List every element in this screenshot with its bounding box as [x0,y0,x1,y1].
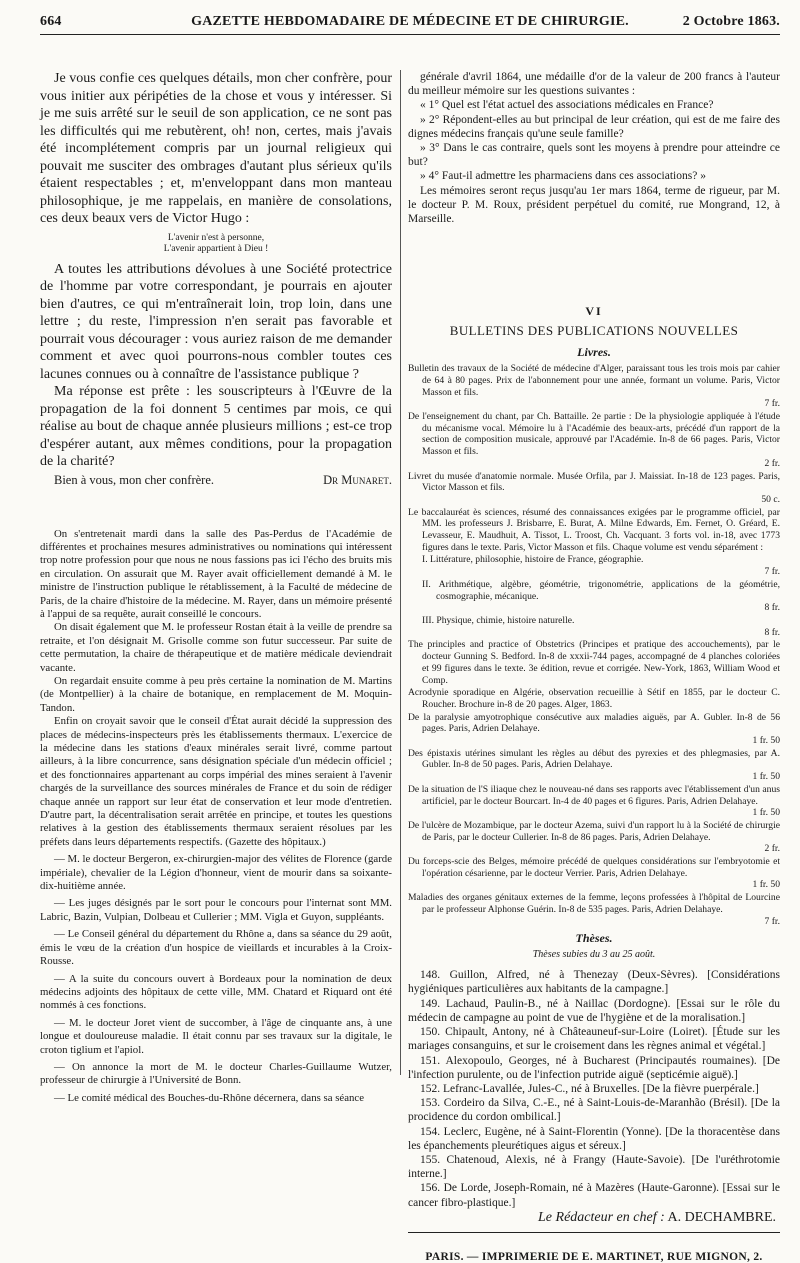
theses-date: Thèses subies du 3 au 25 août. [532,949,656,961]
column-divider [400,70,401,1075]
closing-line: Bien à vous, mon cher confrère. [54,472,215,487]
books-list [408,363,780,927]
thesis-entry: 156. De Lorde, Joseph-Romain, né à Mazères (Haute-Garonne). [Essai sur le cancer fibro-plastique.] [408,1182,780,1209]
theses-list [408,968,780,1209]
news-paragraph: On regardait ensuite comme à peu près certaine la nomination de M. Martins (de Montpellier) à la chaire de botanique, en remplacement de M. Moquin-Tandon. [40,674,392,714]
book-price: 8 fr. [764,602,780,614]
journal-title: GAZETTE HEBDOMADAIRE DE MÉDECINE ET DE CHIRURGIE. [191,14,629,29]
book-entry [408,856,780,891]
news-paragraph: On s'entretenait mardi dans la salle des Pas-Perdus de l'Académie de différentes et prochaines mesures administratives ou nominations qui intéressent trop notre profession pour que nous ne nous fassions pas ici l'écho des bruits mis en circulation. On assurait que M. Rayer avait officiellement demandé à M. le ministre de l'instruction publique le rétablissement, à la Faculté de médecine de Paris, de la chaire d'histoire de la médecine. M. Rayer, dans un mémoire présenté à l'appui de sa requête, aurait conseillé le concours. [40,527,392,620]
left-column [40,70,392,1105]
news-paragraph: On disait également que M. le professeur Rostan était à la veille de prendre sa retraite, et l'on désignait M. Grisolle comme son futur successeur. Par suite de cette permutation, la chaire de thérapeutique et de matière médicale deviendrait vacante. [40,621,392,674]
book-entry [422,578,780,614]
book-price: 7 fr. [764,566,780,578]
book-price: 7 fr. [764,915,780,927]
section-number: VI [585,304,603,319]
prize-question: » 2° Répondent-elles au but principal de leur création, qui est de me faire des dignes médecins français qu'une seule famille? [408,113,780,140]
books-heading: Livres. [577,345,611,360]
verse-quote [40,233,392,255]
book-price: 1 fr. 50 [752,735,780,747]
news-section [40,528,392,1106]
book-price: 2 fr. [764,457,780,469]
letter-closing [40,473,392,488]
book-entry [408,639,780,686]
book-price: 50 c. [761,493,780,505]
news-item: — M. le docteur Joret vient de succomber, à l'âge de cinquante ans, à une longue et douloureuse maladie. Il était connu par ses travaux sur la digitale, le croton tiglium et l'apiol. [40,1016,392,1056]
book-entry [408,506,780,554]
prize-question: « 1° Quel est l'état actuel des associations médicales en France? [420,99,714,112]
page-number: 664 [40,14,62,29]
book-text: III. Physique, chimie, histoire naturelle. [422,615,575,626]
imprint: PARIS. — IMPRIMERIE DE E. MARTINET, RUE MIGNON, 2. [425,1250,763,1263]
thesis-entry: 153. Cordeiro da Silva, C.-E., né à Saint-Louis-de-Maranhão (Brésil). [De la procidence du cordon ombilical.] [408,1097,780,1124]
thesis-entry: 150. Chipault, Antony, né à Châteauneuf-sur-Loire (Loiret). [Étude sur les mariages consanguins, et sur le croisement dans les règnes animal et végétal.] [408,1026,780,1053]
right-column [408,70,780,1263]
thesis-entry: 151. Alexopoulo, Georges, né à Bucharest (Principautés roumaines). [De l'infection purulente, ou de l'infection putride aiguë (septicémie aiguë).] [408,1054,780,1081]
theses-heading: Thèses. [575,931,613,946]
book-entry [408,363,780,410]
prize-paragraph: générale d'avril 1864, une médaille d'or de la valeur de 200 francs à l'auteur du meilleur mémoire sur les questions suivantes : [408,71,780,98]
divider [408,1232,780,1233]
letter-paragraph: A toutes les attributions dévolues à une Société protectrice de l'homme par votre correspondant, je pourrais en ajouter bien d'autres, ce qui m'entraînerait loin, trop loin, dans une lettre ; du reste, l'impression n'en serait pas favorable et pourrait vous décourager : vous auriez raison de me demander comment et avec quoi pourrons-nous combler toutes ces lacunes connues ou à connaître de l'assistance publique ? [40,261,392,382]
thesis-entry: 148. Guillon, Alfred, né à Thenezay (Deux-Sèvres). [Considérations hygiéniques particulières aux habitants de la campagne.] [408,969,780,996]
book-text: De la situation de l'S iliaque chez le nouveau-né dans ses rapports avec l'établissement d'un anus artificiel, par le docteur Bourcart. In-4 de 40 pages et 6 figures. Paris, Adrien Delahaye. [408,783,780,807]
book-text: De l'enseignement du chant, par Ch. Battaille. 2e partie : De la physiologie appliquée à l'étude du mécanisme vocal. Mémoire lu à l'Académie des beaux-arts, précédé d'un rapport de la section de composition musicale, approuvé par l'Académie. In-8 de 66 pages. Paris, Victor Masson et fils. [408,411,780,458]
editor-label: Le Rédacteur en chef : [538,1209,665,1225]
verse-line: L'avenir n'est à personne, [167,232,265,243]
book-text: The principles and practice of Obstetrics (Principes et pratique des accouchements), par le docteur Gunning S. Bedford. In-8 de xxxii-744 pages, accompagné de 4 planches coloriées et 99 figures dans le texte. 3e édition, revue et corrigée. New-York, 1863, William Wood et Comp. [408,639,780,686]
book-text: I. Littérature, philosophie, histoire de France, géographie. [422,554,644,566]
news-item: — M. le docteur Bergeron, ex-chirurgien-major des vélites de Florence (garde impériale), chevalier de la Légion d'honneur, vient de mourir dans sa soixante-dix-huitième année. [40,853,392,893]
book-text: Du forceps-scie des Belges, mémoire précédé de quelques considérations sur l'embryotomie et l'opération césarienne, par le docteur Verrier. Paris, Adrien Delahaye. [408,856,780,879]
book-text: Livret du musée d'anatomie normale. Musée Orfila, par J. Maissiat. In-18 de 123 pages. Paris, Victor Masson et fils. [408,470,780,494]
book-price: 2 fr. [764,843,780,855]
book-entry [408,747,780,783]
book-text: Maladies des organes génitaux externes de la femme, leçons professées à l'hôpital de Lourcine par le professeur Alphonse Guérin. In-8 de 535 pages. Paris, Adrien Delahaye. [408,892,780,915]
issue-date: 2 Octobre 1863. [682,14,780,29]
book-price: 1 fr. 50 [752,879,780,891]
book-text: Des épistaxis utérines simulant les règles au début des pyrexies et des phlegmasies, par A. Gubler. In-8 de 50 pages. Paris, Adrien Delahaye. [408,747,780,771]
book-text: Bulletin des travaux de la Société de médecine d'Alger, paraissant tous les trois mois par cahier de 64 à 80 pages. Prix de l'abonnement pour une année, formant un volume. Paris, Victor Masson et fils. [408,363,780,398]
letter-paragraph: Je vous confie ces quelques détails, mon cher confrère, pour vous initier aux péripéties de la chose et vous y intéresser. Si je me suis arrêté sur le seuil de son application, ce ne sont pas les difficultés qui me rebutèrent, oh! non, certes, mais j'avais été incomplétement compris par un journal religieux qui pouvait me susciter des ombrages d'autant plus sérieux qu'ils étaient respectables ; et, m'enveloppant dans mon manteau philosophique, je me rappelais, en manière de consolations, ces deux beaux vers de Victor Hugo : [40,71,392,226]
news-paragraph: Enfin on croyait savoir que le conseil d'État aurait décidé la suppression des places de médecins-inspecteurs près les établissements thermaux. L'exercice de la médecine dans les stations d'eaux minérales serait livré, comme partout ailleurs, à la libre concurrence, sans désignation spéciale d'un médecin officiel ; et des fonctionnaires appartenant au corps impérial des mines seraient à l'avenir chargés de la surveillance des sources minérales de France et du soin de rédiger chaque année un rapport sur leur état de conservation et leur mode d'entretien. D'autre part, la décentralisation serait arrêtée en principe, et toutes les questions relatives à la gestion des établissements thermaux seraient résolues par les préfets dans leurs départements respectifs. (Gazette des hôpitaux.) [40,715,392,848]
book-entry [408,892,780,927]
book-price: 1 fr. 50 [752,807,780,819]
book-entry [408,687,780,710]
news-item: — Le comité médical des Bouches-du-Rhône décernera, dans sa séance [54,1091,364,1104]
prize-paragraph: Les mémoires seront reçus jusqu'au 1er mars 1864, terme de rigueur, par M. le docteur P. M. Roux, président perpétuel du comité, rue Mongrand, 12, à Marseille. [408,184,780,226]
book-text: Le baccalauréat ès sciences, résumé des connaissances exigées par le programme officiel, par MM. les professeurs J. Brisbarre, E. Burat, A. Milne Edwards, Em. Fernet, O. Gréard, E. Levasseur, E. Maudhuit, A. Tissot, L. Troost, Ch. Vacquant. 3 forts vol. in-18, avec 1773 figures dans le texte. Paris, Victor Masson et fils. Chaque volume est vendu séparément : [408,506,780,553]
running-header [40,8,780,35]
editor-name: A. DECHAMBRE. [667,1209,776,1225]
thesis-entry: 149. Lachaud, Paulin-B., né à Naillac (Dordogne). [Essai sur le rôle du médecin de campagne au point de vue de l'hygiène et de la moralisation.] [408,997,780,1024]
book-entry [408,819,780,855]
prize-question: » 4° Faut-il admettre les pharmaciens dans ces associations? » [420,170,706,183]
news-item: — Le Conseil général du département du Rhône a, dans sa séance du 29 août, émis le vœu de la création d'un hospice de vieillards et incurables à la Croix-Rousse. [40,928,392,968]
signature: Dr Munaret. [323,472,392,487]
book-entry [408,783,780,819]
editor-line [408,1210,780,1226]
thesis-entry: 155. Chatenoud, Alexis, né à Frangy (Haute-Savoie). [De l'uréthrotomie interne.] [408,1153,780,1181]
book-price: 1 fr. 50 [752,771,780,783]
book-entry [422,554,780,578]
prize-question: » 3° Dans le cas contraire, quels sont les moyens à prendre pour atteindre ce but? [408,142,780,169]
book-text: De l'ulcère de Mozambique, par le docteur Azema, suivi d'un rapport lu à la Société de chirurgie de Paris, par le docteur Cullerier. In-8 de 86 pages. Paris, Adrien Delahaye. [408,819,780,843]
book-price: 8 fr. [764,626,780,638]
news-item: — On annonce la mort de M. le docteur Charles-Guillaume Wutzer, professeur de chirurgie à l'Université de Bonn. [40,1060,392,1087]
book-entry [408,411,780,470]
book-text: De la paralysie amyotrophique consécutive aux maladies aiguës, par A. Gubler. In-8 de 56 pages. Paris, Adrien Delahaye. [408,711,780,735]
news-item: — Les juges désignés par le sort pour le concours pour l'internat sont MM. Labric, Bazin, Vulpian, Dolbeau et Cullerier ; MM. Vigla et Guyon, suppléants. [40,897,392,923]
news-item: — A la suite du concours ouvert à Bordeaux pour la nomination de deux médecins adjoints des hôpitaux de cette ville, MM. Chatard et Riquard ont été nommés à ces fonctions. [40,972,392,1012]
book-price: 7 fr. [764,398,780,410]
thesis-entry: 152. Lefranc-Lavallée, Jules-C., né à Bruxelles. [De la fièvre puerpérale.] [420,1082,759,1095]
verse-line: L'avenir appartient à Dieu ! [163,243,269,254]
letter-paragraph: Ma réponse est prête : les souscripteurs à l'Œuvre de la propagation de la foi donnent 5 centimes par mois, ce qui réalise au bout de chaque année plusieurs millions ; est-ce trop d'espérer autant, aux mêmes conditions, pour la propagation de la charité? [40,384,392,469]
book-text: Acrodynie sporadique en Algérie, observation recueillie à Sétif en 1855, par le docteur C. Roucher. Brochure in-8 de 20 pages. Alger, 1863. [408,687,780,710]
book-entry [408,470,780,506]
thesis-entry: 154. Leclerc, Eugène, né à Saint-Florentin (Yonne). [De la thoracentèse dans les épanchements pleurétiques aigus et séreux.] [408,1125,780,1152]
section-title: BULLETINS DES PUBLICATIONS NOUVELLES [449,323,739,339]
book-entry [408,711,780,747]
book-text: II. Arithmétique, algèbre, géométrie, trigonométrie, applications de la géométrie, cosmographie, mécanique. [422,578,780,602]
book-entry [422,615,780,638]
